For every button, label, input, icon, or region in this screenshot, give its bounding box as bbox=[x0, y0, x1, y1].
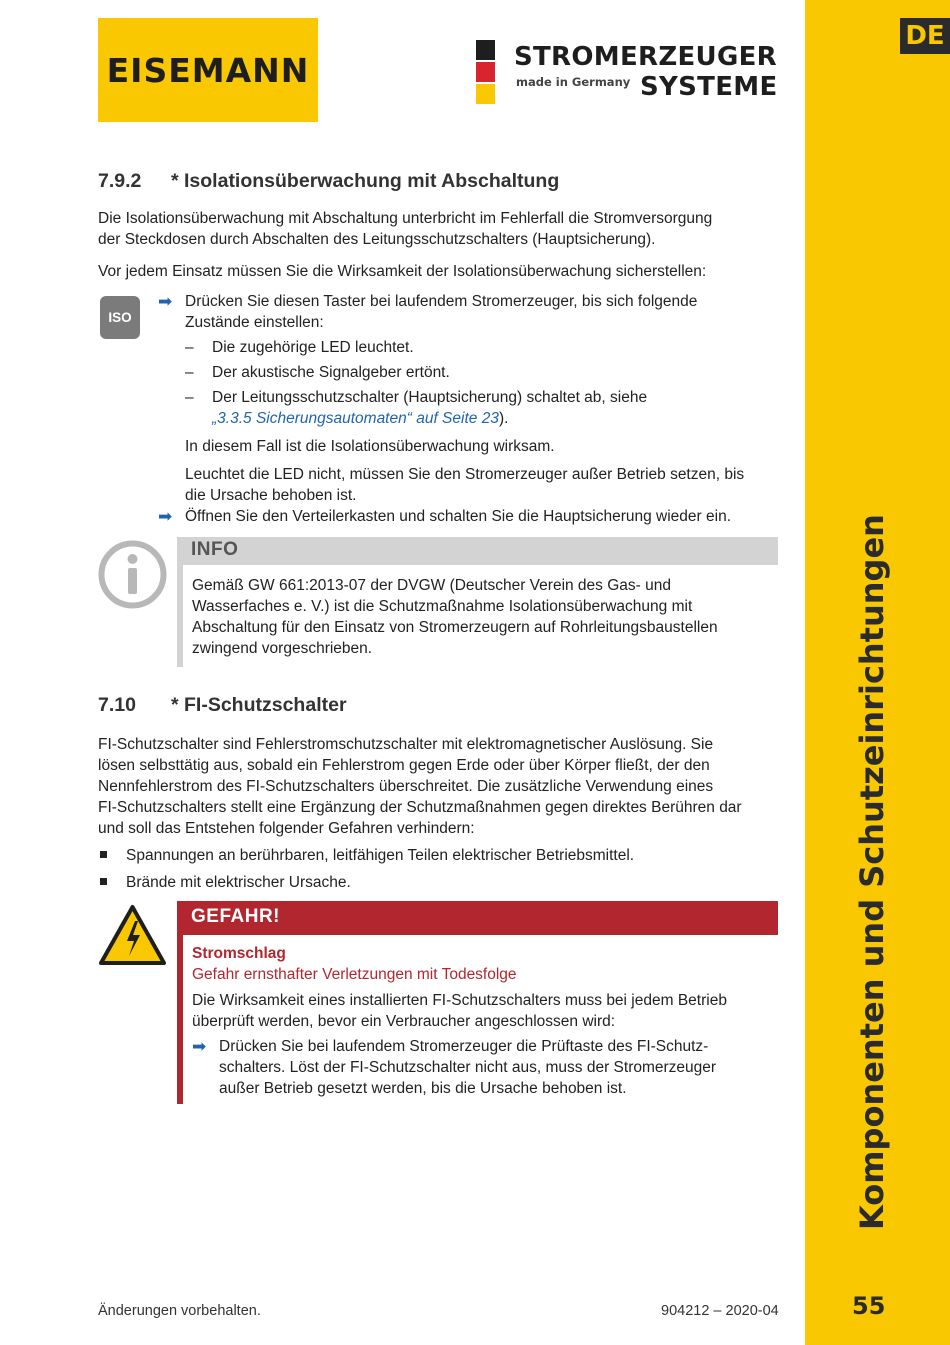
info-line-1: Gemäß GW 661:2013-07 der DVGW (Deutscher Verein des Gas- und bbox=[192, 577, 671, 594]
brand-title-line1: STROMERZEUGER bbox=[514, 42, 777, 72]
danger-label: GEFAHR! bbox=[191, 906, 280, 927]
sub-item-1: Die zugehörige LED leuchtet. bbox=[212, 339, 414, 356]
info-line-2: Wasserfaches e. V.) ist die Schutzmaßnahme Isolationsüberwachung mit bbox=[192, 598, 693, 615]
danger-step-line-1: Drücken Sie bei laufendem Stromerzeuger die Prüftaste des FI-Schutz- bbox=[219, 1038, 709, 1055]
step2-text: Öffnen Sie den Verteilerkasten und schalten Sie die Hauptsicherung wieder ein. bbox=[185, 508, 732, 525]
flag-stripe-red bbox=[476, 62, 495, 82]
square-bullet bbox=[100, 851, 107, 858]
section-title: * FI-Schutzschalter bbox=[171, 694, 347, 716]
page-number: 55 bbox=[852, 1292, 886, 1320]
sub-item-2: Der akustische Signalgeber ertönt. bbox=[212, 364, 450, 381]
danger-line-1: Die Wirksamkeit eines installierten FI-Schutzschalters muss bei jedem Betrieb bbox=[192, 992, 727, 1009]
info-line-3: Abschaltung für den Einsatz von Stromerzeugern auf Rohrleitungsbaustellen bbox=[192, 619, 718, 636]
danger-header bbox=[177, 901, 778, 935]
info-icon bbox=[98, 540, 167, 609]
sub-item-3-line-2 bbox=[212, 408, 508, 429]
arrow-right-icon: ➡ bbox=[158, 507, 173, 526]
step1-line-2: Zustände einstellen: bbox=[185, 314, 324, 331]
eisemann-logo-text: EISEMANN bbox=[106, 50, 310, 90]
effective-text: In diesem Fall ist die Isolationsüberwachung wirksam. bbox=[185, 438, 555, 455]
danger-step-line-2: schalters. Löst der FI-Schutzschalter nicht aus, muss der Stromerzeuger bbox=[219, 1059, 717, 1076]
fi-paragraph-line-4: FI-Schutzschalters stellt eine Ergänzung der Schutzmaßnahmen gegen direktes Berühren dar bbox=[98, 799, 742, 816]
square-bullet bbox=[100, 878, 107, 885]
dash-bullet: – bbox=[185, 364, 194, 381]
check-text: Vor jedem Einsatz müssen Sie die Wirksamkeit der Isolationsüberwachung sicherstellen: bbox=[98, 263, 707, 280]
brand-made-in: made in Germany bbox=[516, 75, 631, 89]
danger-consequence: Gefahr ernsthafter Verletzungen mit Todesfolge bbox=[192, 966, 517, 983]
info-side-rule bbox=[177, 565, 183, 667]
led-line-1: Leuchtet die LED nicht, müssen Sie den Stromerzeuger außer Betrieb setzen, bis bbox=[185, 466, 745, 483]
intro-line-1: Die Isolationsüberwachung mit Abschaltung unterbricht im Fehlerfall die Stromversorgung bbox=[98, 210, 713, 227]
danger-step-line-3: außer Betrieb gesetzt werden, bis die Ursache behoben ist. bbox=[219, 1080, 627, 1097]
sub-item-3-line-1: Der Leitungsschutzschalter (Hauptsicherung) schaltet ab, siehe bbox=[212, 389, 648, 406]
info-label: INFO bbox=[191, 539, 239, 560]
fi-paragraph-line-3: Nennfehlerstrom des FI-Schutzschalters überschreitet. Die zusätzliche Verwendung eines bbox=[98, 778, 714, 795]
intro-line-2: der Steckdosen durch Abschalten des Leitungsschutzschalters (Hauptsicherung). bbox=[98, 231, 656, 248]
flag-stripe-gold bbox=[476, 84, 495, 104]
section-number: 7.10 bbox=[98, 694, 136, 716]
bullet-item-2: Brände mit elektrischer Ursache. bbox=[126, 874, 351, 891]
footer-disclaimer: Änderungen vorbehalten. bbox=[98, 1303, 261, 1319]
danger-subtitle: Stromschlag bbox=[192, 945, 286, 962]
step1-line-1: Drücken Sie diesen Taster bei laufendem Stromerzeuger, bis sich folgende bbox=[185, 293, 698, 310]
sub-item-3-end: ). bbox=[498, 410, 509, 427]
brand-title-line2: SYSTEME bbox=[640, 72, 778, 102]
info-header bbox=[177, 537, 778, 565]
german-flag-icon bbox=[476, 40, 495, 106]
dash-bullet: – bbox=[185, 389, 194, 406]
language-badge: DE bbox=[900, 18, 950, 54]
section-title: * Isolationsüberwachung mit Abschaltung bbox=[171, 170, 560, 192]
high-voltage-warning-icon bbox=[98, 904, 167, 966]
eisemann-logo bbox=[98, 18, 318, 122]
chapter-title-text: Komponenten und Schutzeinrichtungen bbox=[853, 514, 891, 1230]
fi-paragraph-line-2: lösen selbsttätig aus, sobald ein Fehlerstrom gegen Erde oder über Körper fließt, der den bbox=[98, 757, 710, 774]
iso-label: ISO bbox=[108, 310, 132, 325]
led-line-2: die Ursache behoben ist. bbox=[185, 487, 357, 504]
flag-stripe-black bbox=[476, 40, 495, 60]
arrow-right-icon: ➡ bbox=[192, 1037, 207, 1056]
footer-document-id: 904212 – 2020-04 bbox=[661, 1303, 779, 1319]
cross-reference-link[interactable]: „3.3.5 Sicherungsautomaten“ auf Seite 23 bbox=[212, 410, 499, 427]
fi-paragraph-line-5: und soll das Entstehen folgender Gefahren verhindern: bbox=[98, 820, 475, 837]
bullet-item-1: Spannungen an berührbaren, leitfähigen Teilen elektrischer Betriebsmittel. bbox=[126, 847, 635, 864]
info-line-4: zwingend vorgeschrieben. bbox=[192, 640, 373, 657]
iso-button-icon bbox=[100, 296, 140, 339]
fi-paragraph-line-1: FI-Schutzschalter sind Fehlerstromschutzschalter mit elektromagnetischer Auslösung. Sie bbox=[98, 736, 714, 753]
danger-line-2: überprüft werden, bevor ein Verbraucher angeschlossen wird: bbox=[192, 1013, 616, 1030]
section-number: 7.9.2 bbox=[98, 170, 142, 192]
arrow-right-icon: ➡ bbox=[158, 292, 173, 311]
danger-side-rule bbox=[177, 935, 183, 1104]
dash-bullet: – bbox=[185, 339, 194, 356]
